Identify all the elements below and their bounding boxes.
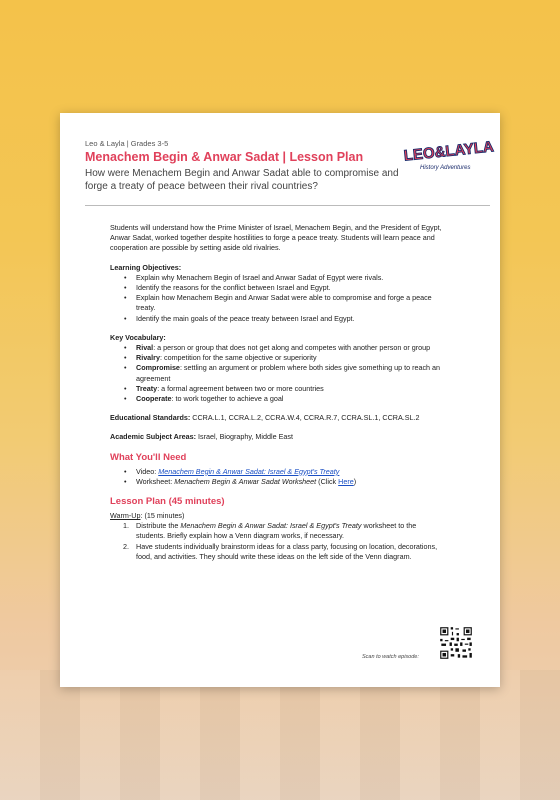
list-item xyxy=(136,343,446,353)
vocab-term: Rival xyxy=(136,343,154,353)
list-item: • Explain why Menachem Begin of Israel and Anwar Sadat of Egypt were rivals. xyxy=(136,273,446,283)
standards-line xyxy=(110,413,446,423)
qr-code[interactable] xyxy=(439,626,473,660)
warmup-time: : (15 minutes) xyxy=(140,511,185,521)
vocab-definition: : a formal agreement between two or more countries xyxy=(157,383,324,393)
intro-paragraph: Students will understand how the Prime Minister of Israel, Menachem Begin, and the President of Egypt, Anwar Sadat, worked together despite hostilities to forge a peace treaty. Students will learn peace and cooperation are possible by setting aside old rivalries. xyxy=(110,223,442,253)
worksheet-link[interactable]: Here xyxy=(338,476,354,486)
vocab-definition: : settling an argument or problem where both sides give something up to reach an agreement xyxy=(136,363,441,383)
list-item: • Identify the reasons for the conflict between Israel and Egypt. xyxy=(136,283,446,293)
grade-meta: Leo & Layla | Grades 3-5 xyxy=(85,139,169,148)
vocab-term: Compromise xyxy=(136,363,180,373)
vocab-term: Cooperate xyxy=(136,394,172,404)
header-divider xyxy=(85,205,490,206)
page-title: Menachem Begin & Anwar Sadat | Lesson Plan xyxy=(85,150,364,164)
lesson-plan-page xyxy=(60,113,500,687)
vocab-term: Rivalry xyxy=(136,353,160,363)
list-item xyxy=(136,363,446,383)
subjects-value: Israel, Biography, Middle East xyxy=(196,432,293,442)
subjects-line xyxy=(110,432,446,442)
warmup-label: Warm-Up xyxy=(110,511,141,521)
list-item xyxy=(136,384,446,394)
list-item xyxy=(136,353,446,363)
background-stripes xyxy=(0,670,560,800)
video-label: Video: xyxy=(136,466,159,476)
leo-layla-logo xyxy=(400,135,495,175)
worksheet-title: Menachem Begin & Anwar Sadat Worksheet xyxy=(174,476,317,486)
plan-heading: Lesson Plan (45 minutes) xyxy=(110,496,225,508)
click-prefix: (Click xyxy=(316,476,339,486)
list-item xyxy=(136,477,446,487)
list-item: Have students individually brainstorm ideas for a class party, focusing on location, decorations, food, and activities. They should write these ideas on the left side of the Venn diagram. xyxy=(136,541,438,561)
step1-prefix: Distribute the xyxy=(136,521,181,531)
objectives-list xyxy=(110,273,446,324)
list-item xyxy=(136,467,446,477)
objectives-heading: Learning Objectives: xyxy=(110,262,182,272)
list-item: • Explain how Menachem Begin and Anwar Sadat were able to compromise and forge a peace treaty. xyxy=(136,293,446,313)
logo-tagline: History Adventures xyxy=(420,165,471,171)
worksheet-label: Worksheet: xyxy=(136,476,175,486)
vocab-list xyxy=(110,343,446,404)
warmup-line xyxy=(110,511,446,521)
vocab-definition: : a person or group that does not get along and competes with another person or group xyxy=(153,343,431,353)
standards-value: CCRA.L.1, CCRA.L.2, CCRA.W.4, CCRA.R.7, CCRA.SL.1, CCRA.SL.2 xyxy=(190,413,420,423)
lesson-body xyxy=(110,223,446,562)
vocab-term: Treaty xyxy=(136,383,158,393)
page-subtitle: How were Menachem Begin and Anwar Sadat able to compromise and forge a treaty of peace between their rival countries? xyxy=(85,168,399,192)
need-heading: What You'll Need xyxy=(110,451,187,463)
materials-list xyxy=(110,467,446,487)
vocab-definition: : competition for the same objective or superiority xyxy=(159,353,317,363)
subjects-label: Academic Subject Areas: xyxy=(110,432,197,442)
vocab-heading: Key Vocabulary: xyxy=(110,332,166,342)
video-link[interactable]: Menachem Begin & Anwar Sadat: Israel & Egypt's Treaty xyxy=(158,466,340,476)
vocab-definition: : to work together to achieve a goal xyxy=(171,394,284,404)
warmup-steps xyxy=(110,521,446,562)
list-item xyxy=(136,521,446,541)
step1-worksheet-title: Menachem Begin & Anwar Sadat: Israel & Egypt's Treaty xyxy=(180,521,362,531)
list-item: • Identify the main goals of the peace treaty between Israel and Egypt. xyxy=(136,314,446,324)
click-suffix: ) xyxy=(353,476,357,486)
scan-caption: Scan to watch episode: xyxy=(362,654,419,660)
logo-title: LEO&LAYLA xyxy=(403,138,495,165)
list-item xyxy=(136,394,446,404)
standards-label: Educational Standards: xyxy=(110,413,191,423)
step1-suffix: worksheet to the students. Briefly explain how a Venn diagram works, if necessary. xyxy=(136,521,417,541)
